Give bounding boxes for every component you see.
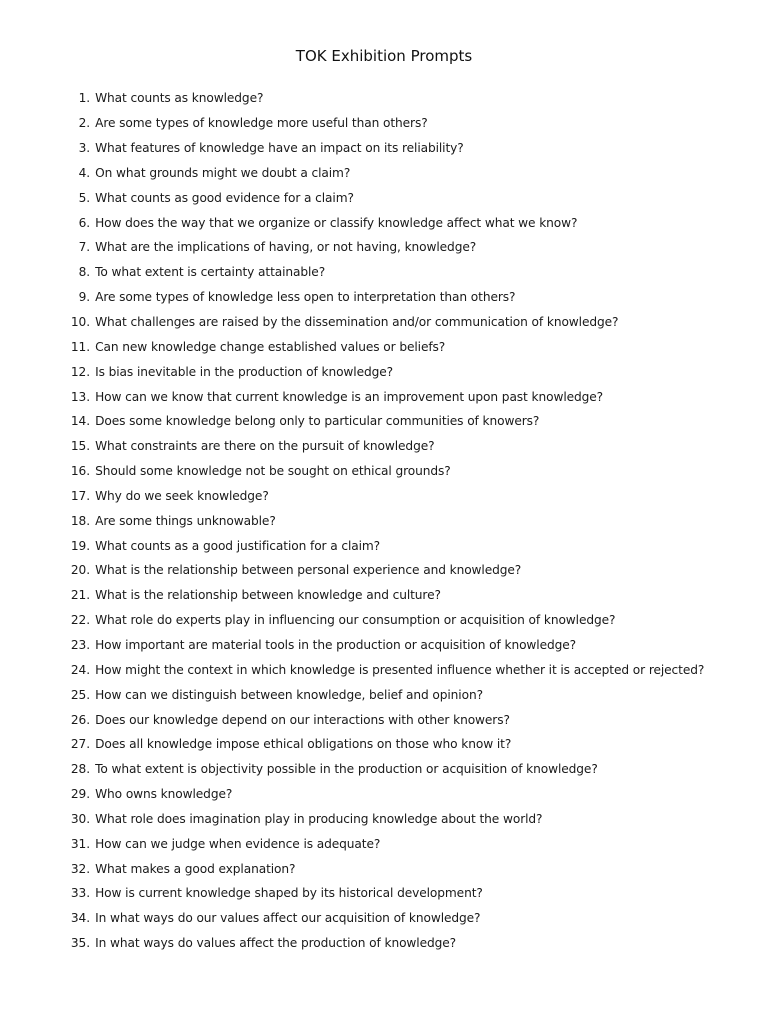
prompt-item bbox=[66, 334, 756, 359]
prompt-item bbox=[66, 384, 756, 409]
prompt-number: 29. bbox=[70, 787, 90, 802]
prompt-text: Does all knowledge impose ethical obligations on those who know it? bbox=[95, 737, 512, 752]
prompt-text: How can we judge when evidence is adequate? bbox=[95, 836, 381, 851]
prompt-text: What counts as knowledge? bbox=[95, 91, 264, 106]
prompt-text: What makes a good explanation? bbox=[95, 861, 296, 876]
prompt-number: 11. bbox=[70, 339, 90, 354]
prompt-text: To what extent is objectivity possible in the production or acquisition of knowledge? bbox=[95, 762, 598, 777]
prompt-number: 10. bbox=[70, 315, 90, 330]
prompt-text: What challenges are raised by the dissemination and/or communication of knowledge? bbox=[95, 315, 619, 330]
prompt-item bbox=[66, 608, 756, 633]
prompt-number: 15. bbox=[70, 439, 90, 454]
prompt-text: What features of knowledge have an impact on its reliability? bbox=[95, 141, 464, 156]
prompt-item bbox=[66, 682, 756, 707]
prompt-number: 32. bbox=[70, 861, 90, 876]
prompt-item bbox=[66, 508, 756, 533]
prompt-text: Is bias inevitable in the production of knowledge? bbox=[95, 364, 394, 379]
prompt-item bbox=[66, 285, 756, 310]
prompt-list bbox=[66, 86, 756, 956]
prompt-item bbox=[66, 806, 756, 831]
prompt-text: What are the implications of having, or not having, knowledge? bbox=[95, 240, 477, 255]
prompt-number: 33. bbox=[70, 886, 90, 901]
prompt-item bbox=[66, 757, 756, 782]
prompt-text: What role do experts play in influencing our consumption or acquisition of knowledge? bbox=[95, 613, 616, 628]
prompt-text: On what grounds might we doubt a claim? bbox=[95, 165, 351, 180]
prompt-item bbox=[66, 906, 756, 931]
prompt-item bbox=[66, 310, 756, 335]
prompt-item bbox=[66, 161, 756, 186]
prompt-number: 20. bbox=[70, 563, 90, 578]
page-title: TOK Exhibition Prompts bbox=[295, 47, 473, 65]
prompt-number: 14. bbox=[70, 414, 90, 429]
prompt-number: 12. bbox=[70, 364, 90, 379]
prompt-text: What constraints are there on the pursuit of knowledge? bbox=[95, 439, 435, 454]
prompt-item bbox=[66, 931, 756, 956]
prompt-text: What is the relationship between personal experience and knowledge? bbox=[95, 563, 522, 578]
prompt-text: In what ways do our values affect our acquisition of knowledge? bbox=[95, 911, 481, 926]
prompt-text: Are some types of knowledge less open to interpretation than others? bbox=[95, 290, 516, 305]
prompt-item bbox=[66, 235, 756, 260]
prompt-text: How might the context in which knowledge is presented influence whether it is accepted or rejected? bbox=[95, 662, 705, 677]
prompt-number: 7. bbox=[78, 240, 90, 255]
prompt-text: What is the relationship between knowledge and culture? bbox=[95, 588, 441, 603]
prompt-text: To what extent is certainty attainable? bbox=[95, 265, 326, 280]
prompt-number: 8. bbox=[78, 265, 90, 280]
prompt-number: 30. bbox=[70, 811, 90, 826]
prompt-item bbox=[66, 136, 756, 161]
prompt-item bbox=[66, 111, 756, 136]
prompt-number: 5. bbox=[78, 190, 90, 205]
prompt-item bbox=[66, 583, 756, 608]
prompt-text: How does the way that we organize or classify knowledge affect what we know? bbox=[95, 215, 578, 230]
prompt-item bbox=[66, 260, 756, 285]
prompt-number: 31. bbox=[70, 836, 90, 851]
prompt-item bbox=[66, 707, 756, 732]
prompt-number: 23. bbox=[70, 637, 90, 652]
prompt-item bbox=[66, 434, 756, 459]
prompt-number: 6. bbox=[78, 215, 90, 230]
prompt-number: 17. bbox=[70, 488, 90, 503]
prompt-text: Does some knowledge belong only to particular communities of knowers? bbox=[95, 414, 540, 429]
prompt-number: 1. bbox=[78, 91, 90, 106]
prompt-item bbox=[66, 86, 756, 111]
prompt-number: 22. bbox=[70, 613, 90, 628]
prompt-text: Are some things unknowable? bbox=[95, 513, 276, 528]
prompt-number: 4. bbox=[78, 165, 90, 180]
prompt-text: Who owns knowledge? bbox=[95, 787, 233, 802]
prompt-item bbox=[66, 459, 756, 484]
prompt-number: 34. bbox=[70, 911, 90, 926]
prompt-item bbox=[66, 210, 756, 235]
prompt-item bbox=[66, 831, 756, 856]
prompt-number: 13. bbox=[70, 389, 90, 404]
prompt-text: In what ways do values affect the production of knowledge? bbox=[95, 936, 457, 951]
prompt-text: Are some types of knowledge more useful than others? bbox=[95, 116, 428, 131]
prompt-number: 27. bbox=[70, 737, 90, 752]
prompt-number: 9. bbox=[78, 290, 90, 305]
prompt-number: 24. bbox=[70, 662, 90, 677]
prompt-item bbox=[66, 633, 756, 658]
prompt-number: 19. bbox=[70, 538, 90, 553]
prompt-item bbox=[66, 409, 756, 434]
prompt-item bbox=[66, 533, 756, 558]
prompt-text: Can new knowledge change established values or beliefs? bbox=[95, 339, 446, 354]
prompt-number: 21. bbox=[70, 588, 90, 603]
prompt-number: 2. bbox=[78, 116, 90, 131]
prompt-number: 25. bbox=[70, 687, 90, 702]
prompt-item bbox=[66, 881, 756, 906]
prompt-number: 16. bbox=[70, 464, 90, 479]
prompt-item bbox=[66, 484, 756, 509]
prompt-number: 26. bbox=[70, 712, 90, 727]
prompt-text: Why do we seek knowledge? bbox=[95, 488, 269, 503]
prompt-text: What counts as a good justification for a claim? bbox=[95, 538, 381, 553]
prompt-text: How important are material tools in the production or acquisition of knowledge? bbox=[95, 637, 577, 652]
prompt-number: 3. bbox=[78, 141, 90, 156]
prompt-text: Should some knowledge not be sought on ethical grounds? bbox=[95, 464, 451, 479]
prompt-item bbox=[66, 558, 756, 583]
prompt-item bbox=[66, 359, 756, 384]
prompt-text: What role does imagination play in producing knowledge about the world? bbox=[95, 811, 543, 826]
prompt-text: How is current knowledge shaped by its historical development? bbox=[95, 886, 483, 901]
prompt-item bbox=[66, 732, 756, 757]
prompt-number: 28. bbox=[70, 762, 90, 777]
prompt-text: How can we know that current knowledge is an improvement upon past knowledge? bbox=[95, 389, 604, 404]
prompt-text: Does our knowledge depend on our interactions with other knowers? bbox=[95, 712, 510, 727]
prompt-item bbox=[66, 657, 756, 682]
prompt-number: 18. bbox=[70, 513, 90, 528]
prompt-text: How can we distinguish between knowledge, belief and opinion? bbox=[95, 687, 483, 702]
prompt-number: 35. bbox=[70, 936, 90, 951]
prompt-item bbox=[66, 782, 756, 807]
prompt-item bbox=[66, 185, 756, 210]
prompt-text: What counts as good evidence for a claim? bbox=[95, 190, 354, 205]
prompt-item bbox=[66, 856, 756, 881]
